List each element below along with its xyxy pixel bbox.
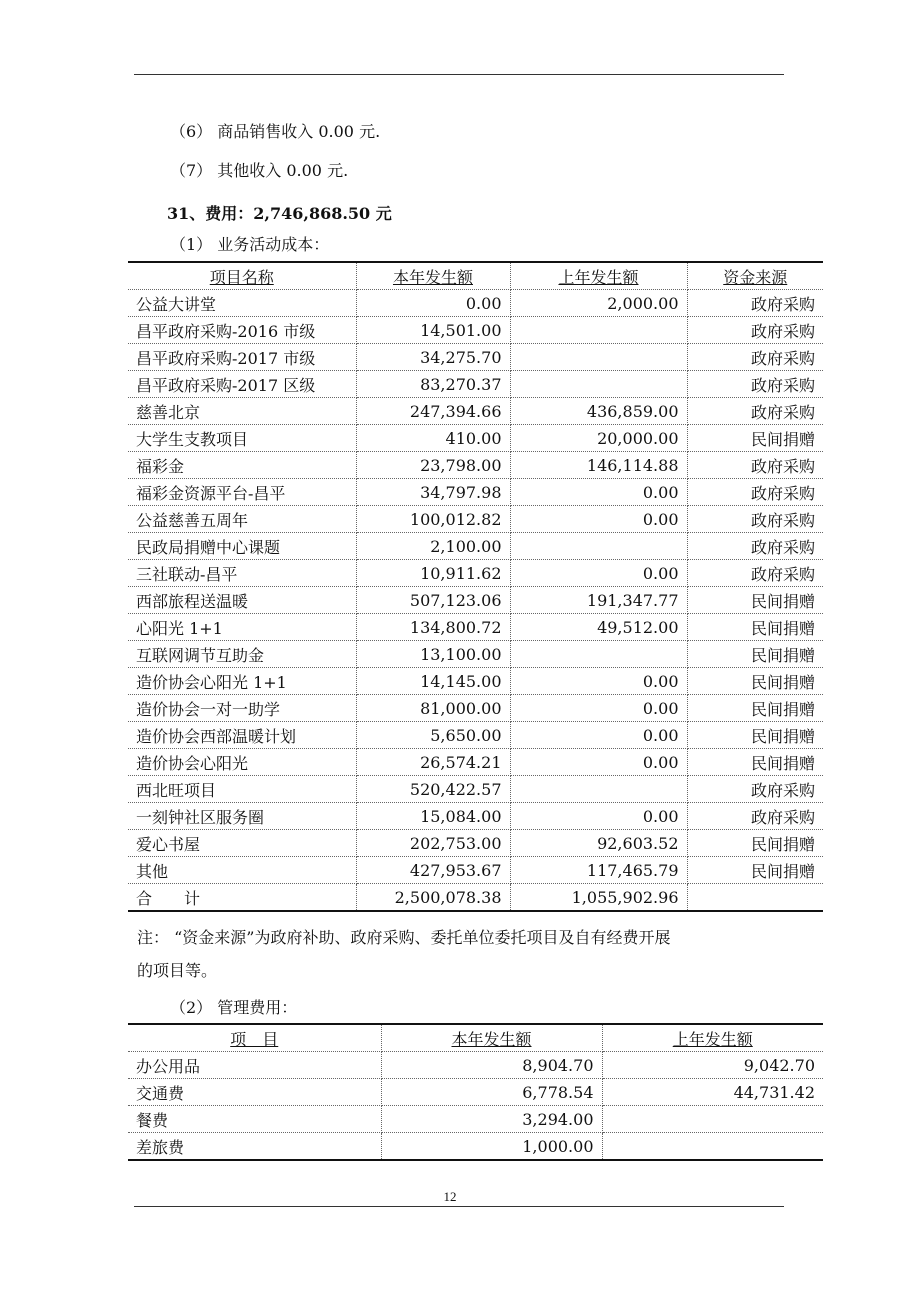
- table-cell: 西部旅程送温暖: [128, 587, 356, 614]
- table-cell: 0.00: [356, 290, 510, 317]
- footer-rule: [134, 1206, 784, 1207]
- table-cell: 0.00: [510, 506, 687, 533]
- table-row: [128, 695, 823, 722]
- page-number: 12: [443, 1189, 457, 1204]
- section-31-heading: 31、费用：2,746,868.50 元: [167, 204, 392, 223]
- table-cell: 西北旺项目: [128, 776, 356, 803]
- table-cell: 1,055,902.96: [510, 884, 687, 912]
- table-cell: 公益大讲堂: [128, 290, 356, 317]
- table-cell: 昌平政府采购-2016 市级: [128, 317, 356, 344]
- table-cell: 民间捐赠: [687, 668, 823, 695]
- table-cell: 一刻钟社区服务圈: [128, 803, 356, 830]
- column-header: [687, 262, 823, 290]
- table-cell: 0.00: [510, 695, 687, 722]
- table-cell: 134,800.72: [356, 614, 510, 641]
- table-cell: 政府采购: [687, 776, 823, 803]
- table-cell: 昌平政府采购-2017 区级: [128, 371, 356, 398]
- table-cell: 政府采购: [687, 803, 823, 830]
- table-cell: 政府采购: [687, 290, 823, 317]
- table-cell: 2,000.00: [510, 290, 687, 317]
- table-cell: 政府采购: [687, 506, 823, 533]
- table-row: [128, 1079, 823, 1106]
- table-cell: [687, 884, 823, 912]
- table-cell: 0.00: [510, 722, 687, 749]
- table-cell: 13,100.00: [356, 641, 510, 668]
- table-row: [128, 317, 823, 344]
- table-cell: 公益慈善五周年: [128, 506, 356, 533]
- table-cell: 政府采购: [687, 452, 823, 479]
- table-cell: 100,012.82: [356, 506, 510, 533]
- header-rule: [134, 74, 784, 75]
- table-cell: 民间捐赠: [687, 722, 823, 749]
- table-cell: 政府采购: [687, 479, 823, 506]
- table-cell: 247,394.66: [356, 398, 510, 425]
- table-cell: 34,797.98: [356, 479, 510, 506]
- table-cell: 26,574.21: [356, 749, 510, 776]
- table-cell: 三社联动-昌平: [128, 560, 356, 587]
- table-cell: 8,904.70: [381, 1052, 602, 1079]
- table-row: [128, 560, 823, 587]
- table-cell: 2,100.00: [356, 533, 510, 560]
- table-cell: 0.00: [510, 560, 687, 587]
- table-cell: 427,953.67: [356, 857, 510, 884]
- table-cell: 3,294.00: [381, 1106, 602, 1133]
- table-row: [128, 749, 823, 776]
- table-cell: 14,501.00: [356, 317, 510, 344]
- table-row: [128, 857, 823, 884]
- table-row: [128, 668, 823, 695]
- table-cell: 44,731.42: [602, 1079, 823, 1106]
- table-cell: 民间捐赠: [687, 695, 823, 722]
- table-cell: 507,123.06: [356, 587, 510, 614]
- table-row: [128, 776, 823, 803]
- table-cell: [510, 317, 687, 344]
- table-cell: 5,650.00: [356, 722, 510, 749]
- table-cell: 爱心书屋: [128, 830, 356, 857]
- table-cell: 83,270.37: [356, 371, 510, 398]
- table-cell: 其他: [128, 857, 356, 884]
- table-cell: 昌平政府采购-2017 市级: [128, 344, 356, 371]
- table-cell: 0.00: [510, 479, 687, 506]
- table-cell: 造价协会心阳光: [128, 749, 356, 776]
- funding-source-note-line2: 的项目等。: [137, 961, 218, 980]
- table-cell: 政府采购: [687, 398, 823, 425]
- column-header: [602, 1024, 823, 1052]
- column-header-label: 本年发生额: [451, 1029, 532, 1049]
- column-header-label: 资金来源: [723, 267, 788, 287]
- table-cell: 民间捐赠: [687, 425, 823, 452]
- column-header: [510, 262, 687, 290]
- table-row: [128, 452, 823, 479]
- column-header: [356, 262, 510, 290]
- table-cell: 0.00: [510, 803, 687, 830]
- admin-expense-table: [128, 1023, 823, 1161]
- table-cell: 20,000.00: [510, 425, 687, 452]
- table-row: [128, 533, 823, 560]
- table-cell: 146,114.88: [510, 452, 687, 479]
- table-cell: 117,465.79: [510, 857, 687, 884]
- table-cell: 191,347.77: [510, 587, 687, 614]
- table-cell: 互联网调节互助金: [128, 641, 356, 668]
- table-row: [128, 614, 823, 641]
- table-row: [128, 479, 823, 506]
- column-header: [128, 1024, 381, 1052]
- column-header-label: 上年发生额: [558, 267, 639, 287]
- income-item-6: （6） 商品销售收入 0.00 元.: [170, 122, 381, 141]
- column-header-label: 项 目: [230, 1029, 279, 1049]
- table-cell: 民间捐赠: [687, 587, 823, 614]
- table-cell: 34,275.70: [356, 344, 510, 371]
- table-cell: 慈善北京: [128, 398, 356, 425]
- table-cell: 0.00: [510, 668, 687, 695]
- table-header-row: [128, 262, 823, 290]
- table-cell: 15,084.00: [356, 803, 510, 830]
- table-row: [128, 398, 823, 425]
- table-cell: [510, 371, 687, 398]
- table-row: [128, 506, 823, 533]
- table-cell: 办公用品: [128, 1052, 381, 1079]
- table-cell: 大学生支教项目: [128, 425, 356, 452]
- table-cell: [602, 1133, 823, 1161]
- table-cell: 6,778.54: [381, 1079, 602, 1106]
- table-row: [128, 425, 823, 452]
- table-row: [128, 830, 823, 857]
- table-cell: 政府采购: [687, 560, 823, 587]
- table-row: [128, 1052, 823, 1079]
- table-row: [128, 1106, 823, 1133]
- table-cell: 14,145.00: [356, 668, 510, 695]
- table-cell: 81,000.00: [356, 695, 510, 722]
- table-cell: 民间捐赠: [687, 614, 823, 641]
- table-cell: 49,512.00: [510, 614, 687, 641]
- column-header: [381, 1024, 602, 1052]
- table-cell: 2,500,078.38: [356, 884, 510, 912]
- table-cell: 造价协会西部温暖计划: [128, 722, 356, 749]
- subsection-1-title: （1） 业务活动成本：: [170, 235, 330, 254]
- table-cell: 政府采购: [687, 344, 823, 371]
- table-row: [128, 641, 823, 668]
- column-header-label: 本年发生额: [392, 267, 473, 287]
- table-cell: 造价协会心阳光 1+1: [128, 668, 356, 695]
- table-cell: 民间捐赠: [687, 749, 823, 776]
- table-cell: [510, 533, 687, 560]
- table-cell: 合 计: [128, 884, 356, 912]
- table-cell: 民间捐赠: [687, 830, 823, 857]
- table-row: [128, 587, 823, 614]
- business-cost-table: [128, 261, 823, 912]
- table-cell: 436,859.00: [510, 398, 687, 425]
- table-cell: [510, 344, 687, 371]
- table-header-row: [128, 1024, 823, 1052]
- table-cell: [510, 641, 687, 668]
- table-cell: 民间捐赠: [687, 857, 823, 884]
- column-header-label: 上年发生额: [672, 1029, 753, 1049]
- income-item-7: （7） 其他收入 0.00 元.: [170, 161, 349, 180]
- subsection-2-title: （2） 管理费用：: [170, 998, 298, 1017]
- table-cell: [602, 1106, 823, 1133]
- table-row: [128, 371, 823, 398]
- table-row: [128, 290, 823, 317]
- column-header: [128, 262, 356, 290]
- table-row: [128, 803, 823, 830]
- table-cell: 心阳光 1+1: [128, 614, 356, 641]
- table-total-row: [128, 884, 823, 912]
- table-cell: 410.00: [356, 425, 510, 452]
- table-cell: 福彩金资源平台-昌平: [128, 479, 356, 506]
- table-cell: 政府采购: [687, 317, 823, 344]
- table-cell: 政府采购: [687, 371, 823, 398]
- funding-source-note-line1: 注： “资金来源”为政府补助、政府采购、委托单位委托项目及自有经费开展: [137, 928, 671, 947]
- table-cell: 餐费: [128, 1106, 381, 1133]
- column-header-label: 项目名称: [209, 267, 274, 287]
- table-cell: 民政局捐赠中心课题: [128, 533, 356, 560]
- table-cell: 10,911.62: [356, 560, 510, 587]
- table-cell: 1,000.00: [381, 1133, 602, 1161]
- table-cell: 202,753.00: [356, 830, 510, 857]
- table-cell: 520,422.57: [356, 776, 510, 803]
- table-cell: [510, 776, 687, 803]
- table-row: [128, 1133, 823, 1161]
- table-cell: 交通费: [128, 1079, 381, 1106]
- table-cell: 民间捐赠: [687, 641, 823, 668]
- table-row: [128, 344, 823, 371]
- table-cell: 0.00: [510, 749, 687, 776]
- table-cell: 9,042.70: [602, 1052, 823, 1079]
- table-cell: 差旅费: [128, 1133, 381, 1161]
- table-cell: 23,798.00: [356, 452, 510, 479]
- table-row: [128, 722, 823, 749]
- table-cell: 造价协会一对一助学: [128, 695, 356, 722]
- table-cell: 福彩金: [128, 452, 356, 479]
- table-cell: 政府采购: [687, 533, 823, 560]
- table-cell: 92,603.52: [510, 830, 687, 857]
